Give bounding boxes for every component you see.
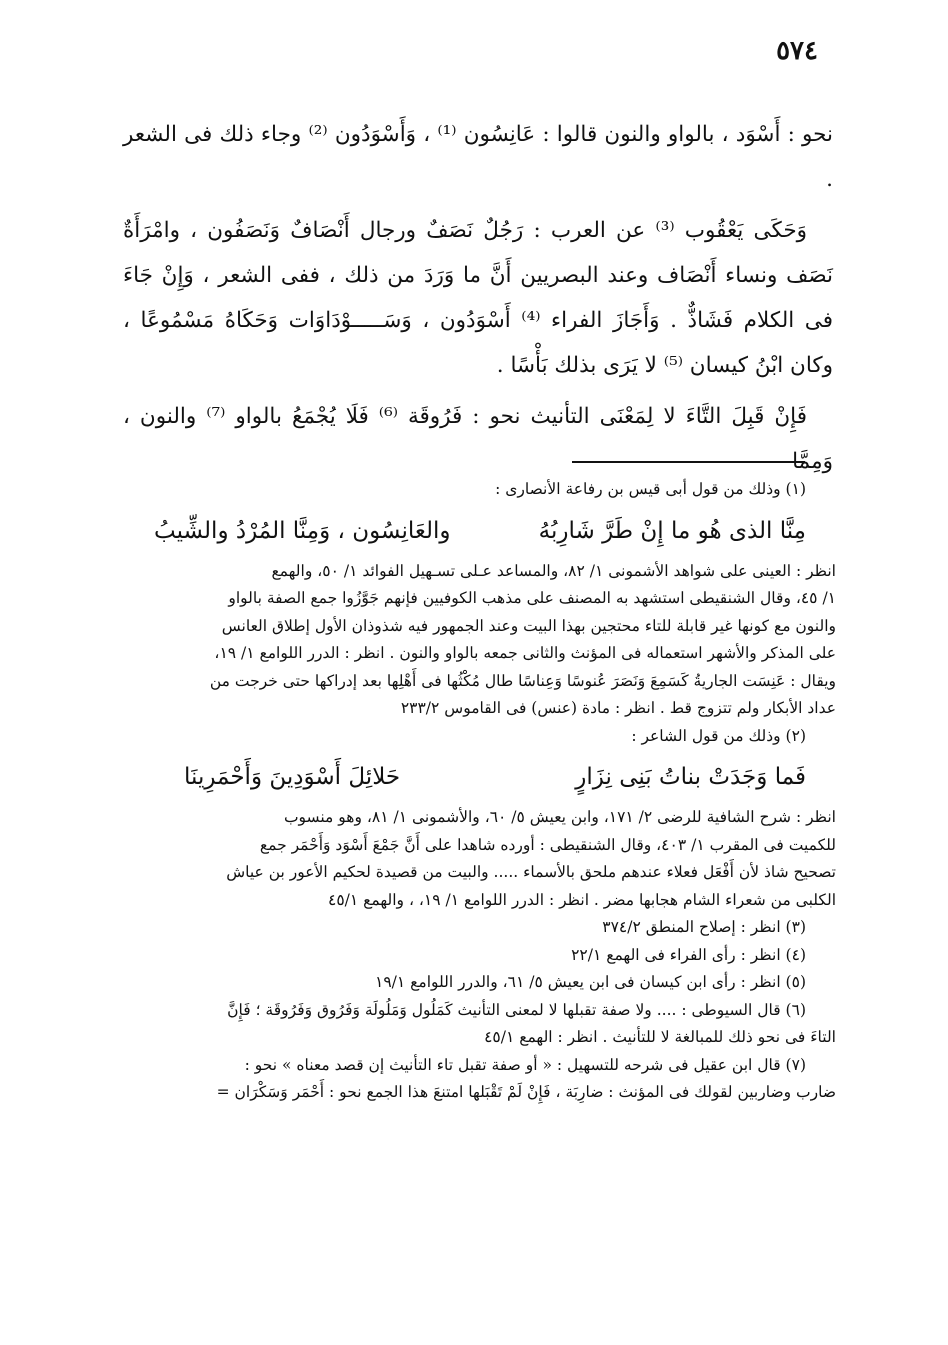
footnote-line: عداد الأبكار ولم تتزوج قط . انظر : مادة (عنس) فى القاموس ٢٣٣/٢	[400, 699, 836, 717]
footnote-line: ويقال : عَنِسَت الجاريةُ كَسَمِعَ وَنَصَرَ عُنوسًا وَعِناسًا طال مُكْثُها فى أَهْلِها بعد إدراكها حتى خرجت من	[209, 671, 836, 690]
main-paragraph: فَإِنْ قَبِلَ التَّاءَ لا لِمَعْنَى التأنيث نحو : فَرُوقَة ⁽⁶⁾ فَلَا يُجْمَعُ بالواو ⁽⁷⁾ والنون ، وَمِمَّا	[123, 404, 833, 474]
footnote-4: (٤) انظر : رأى الفراء فى الهمع ٢٢/١	[571, 945, 806, 964]
footnote-line: والنون مع كونها غير قابلة للتاء محتجين بهذا البيت وعند الجمهور فيه شذوذان الأول إطلاق العانس	[221, 616, 836, 635]
footnote-separator	[572, 461, 805, 463]
main-paragraph: وَحَكَى يَعْقُوب ⁽³⁾ عن العرب : رَجُلٌ نَصَفٌ ورجال أَنْصَافٌ وَنَصَفُون ، وامْرَأَةٌ نَصَف ونساء أَنْصَاف وعند البصريين أَنَّ ما وَرَدَ من ذلك ، ففى الشعر ، وَإِنْ جَاءَ فى الكلام فَشَاذٌّ . وَأَجَازَ الفراء ⁽⁴⁾ أَسْوَدُون ، وَسَـــــوْدَاوَات وَحَكَاهُ مَسْمُوعًا ، وكان ابْنُ كيسان ⁽⁵⁾ لا يَرَى بذلك بَأْسًا .	[123, 218, 833, 378]
footnote-line: ضارب وضاربين لقولك فى المؤنث : ضارِبَة ، فَإِنْ لَمْ تَقْبَلها امتنعَ هذا الجمع نحو : أَحْمَر وَسَكْرَان =	[216, 1083, 836, 1101]
footnote-1-intro: (١) وذلك من قول أبى قيس بن رفاعة الأنصارى :	[495, 480, 806, 498]
main-text	[123, 112, 833, 484]
footnote-line: انظر : العينى على شواهد الأشمونى ١/ ٨٢، والمساعد عـلى تسـهيل الفوائد ١/ ٥٠، والهمع	[271, 561, 836, 580]
footnote-3: (٣) انظر : إصلاح المنطق ٣٧٤/٢	[602, 918, 806, 936]
footnote-2-intro: (٢) وذلك من قول الشاعر :	[631, 726, 806, 745]
footnote-line: للكميت فى المقرب ١/ ٤٠٣، وقال الشنقيطى : أورده شاهدا على أَنَّ جَمْعَ أَسْوَد وَأَحْمَر جمع	[259, 835, 836, 854]
verse-first-hemistich: مِنَّا الذى هُو ما إِنْ طَرَّ شَارِبُهُ	[538, 517, 806, 544]
verse-second-hemistich: والعَانِسُون ، وَمِنَّا المُرْدُ والشِّيبُ	[154, 517, 451, 544]
footnote-line: تصحيح شاذ لأن أَفْعَل فعلاء عندهم ملحق بالأسماء ..... والبيت من قصيدة لحكيم الأعور بن عياش	[226, 863, 836, 881]
footnote-7: (٧) قال ابن عقيل فى شرحه للتسهيل : « أو صفة تقبل تاء التأنيث إن قصد معناه » نحو :	[244, 1055, 806, 1074]
footnote-6: (٦) قال السيوطى : .... ولا صفة تقبلها لا لمعنى التأنيث كَمَلُول وَمَلُولَة وَفَرُوق وَفَرُوقَة ؛ فَإِنَّ	[227, 1000, 806, 1019]
footnote-1-verse	[124, 508, 836, 554]
verse-second-hemistich: حَلائِلَ أَسْوَدِينَ وَأَحْمَرِينَا	[184, 764, 401, 790]
footnote-line: انظر : شرح الشافية للرضى ٢/ ١٧١، وابن يعيش ٥/ ٦٠، والأشمونى ١/ ٨١، وهو منسوب	[283, 808, 836, 826]
footnote-5: (٥) انظر : رأى ابن كيسان فى ابن يعيش ٥/ ٦١، والدرر اللوامع ١٩/١	[375, 973, 806, 991]
footnote-line: ١/ ٤٥، وقال الشنقيطى استشهد به المصنف على مذهب الكوفيين فإنهم جَوَّزُوا جمع الصفة بالواو	[228, 589, 836, 607]
footnote-line: الكلبى من شعراء الشام هجابها مضر . انظر : الدرر اللوامع ١/ ١٩، ، والهمع ٤٥/١	[328, 890, 836, 909]
verse-first-hemistich: فَما وَجَدَتْ بناتُ بَنِى نِزَارٍ	[575, 764, 806, 790]
page-number: ٥٧٤	[776, 36, 818, 66]
footnote-line: التاءَ فى نحو ذلك للمبالغة لا للتأنيث . انظر : الهمع ٤٥/١	[484, 1028, 836, 1046]
main-paragraph: نحو : أَسْوَد ، بالواو والنون قالوا : عَانِسُون ⁽¹⁾ ، وَأَسْوَدُون ⁽²⁾ وجاء ذلك فى الشعر .	[123, 122, 833, 192]
footnote-2-verse	[124, 754, 836, 800]
footnotes	[124, 476, 836, 1107]
footnote-line: على المذكر والأشهر استعماله فى المؤنث والثانى جمعه بالواو والنون . انظر : الدرر اللوامع ١/ ١٩،	[214, 644, 836, 662]
